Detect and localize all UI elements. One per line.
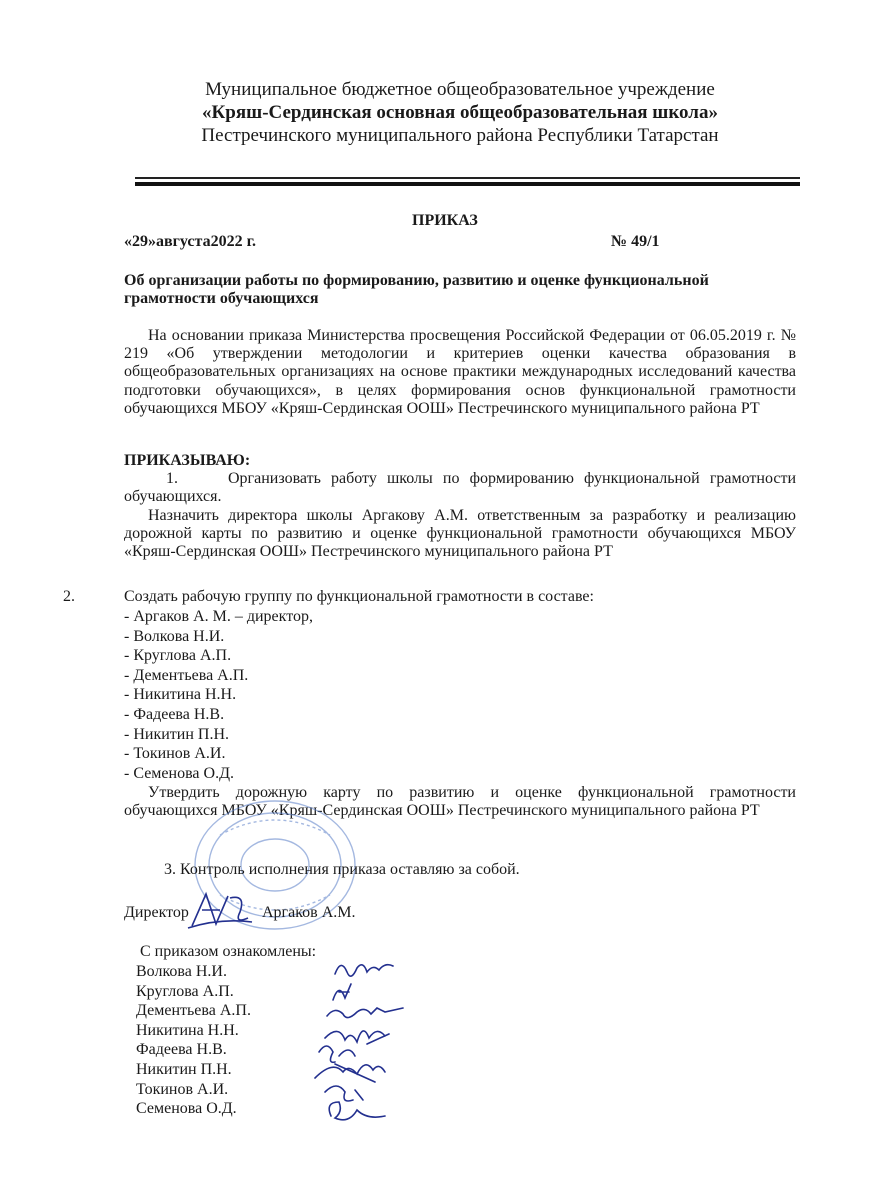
list-item: Никитина Н.Н. [136,1021,239,1039]
list-item: - Семенова О.Д. [124,764,234,782]
appointment-paragraph: Назначить директора школы Аргакову А.М. ответственным за разработку и реализацию дорожной карты по развитию и оценке функциональной грамотности обучающихся МБОУ «Кряш-Сердинская ООШ» Пестречинского муниципального района РТ [124,507,796,561]
item1-number: 1. [166,470,178,487]
list-item: - Аргаков А. М. – директор, [124,608,313,625]
director-role: Директор [124,904,189,921]
list-item: - Волкова Н.И. [124,627,225,645]
item3-text: 3. Контроль исполнения приказа оставляю за собой. [164,861,520,878]
list-item: - Фадеева Н.В. [124,705,225,723]
list-item: - Никитина Н.Н. [124,686,237,704]
acknowledgement-heading: С приказом ознакомлены: [140,943,317,960]
header-rule-thin [135,177,800,179]
list-item: - Дементьева А.П. [124,666,249,684]
list-item: Фадеева Н.В. [136,1041,227,1059]
item1-text: Организовать работу школы по формированию функциональной грамотности обучающихся. [124,470,796,506]
header-rule-thick [135,182,800,186]
order-number: № 49/1 [611,233,660,250]
order-word: ПРИКАЗЫВАЮ: [124,452,251,469]
list-item: Семенова О.Д. [136,1100,237,1118]
list-item: - Токинов А.И. [124,745,226,763]
list-item: Токинов А.И. [136,1080,229,1098]
order-preamble: На основании приказа Министерства просвещения Российской Федерации от 06.05.2019 г. № 219 «Об утверждении методологии и критериев оценки качества образования в общеобразовательных организациях на основе практики международных исследований качества подготовки обучающихся», в целях формирования основ функциональной грамотности обучающихся МБОУ «Кряш-Сердинская ООШ» Пестречинского муниципального района РТ [124,327,796,417]
list-item: - Никитин П.Н. [124,725,230,743]
roadmap-paragraph: Утвердить дорожную карту по развитию и оценке функциональной грамотности обучающихся МБОУ «Кряш-Сердинская ООШ» Пестречинского муниципального района РТ [124,784,796,820]
item2-text: Создать рабочую группу по функциональной грамотности в составе: [124,588,594,605]
list-item: Волкова Н.И. [136,963,227,980]
order-date: «29»августа2022 г. [124,233,257,250]
order-title: ПРИКАЗ [412,212,478,229]
item2-number: 2. [63,588,75,605]
school-district-line: Пестречинского муниципального района Республики Татарстан [201,125,719,146]
order-subject: Об организации работы по формированию, развитию и оценке функциональной грамотности обучающихся [124,272,709,308]
acknowledgement-signatures [305,952,415,1127]
list-item: Никитин П.Н. [136,1060,232,1078]
director-name: Аргаков А.М. [262,904,356,921]
list-item: - Круглова А.П. [124,647,232,665]
director-signature [186,888,256,932]
work-group-list [124,607,313,783]
acknowledgement-list [136,962,251,1119]
list-item: Круглова А.П. [136,982,234,1000]
school-type-line: Муниципальное бюджетное общеобразовательное учреждение [205,79,715,100]
school-name-line: «Кряш-Сердинская основная общеобразовательная школа» [202,102,718,123]
list-item: Дементьева А.П. [136,1002,251,1020]
